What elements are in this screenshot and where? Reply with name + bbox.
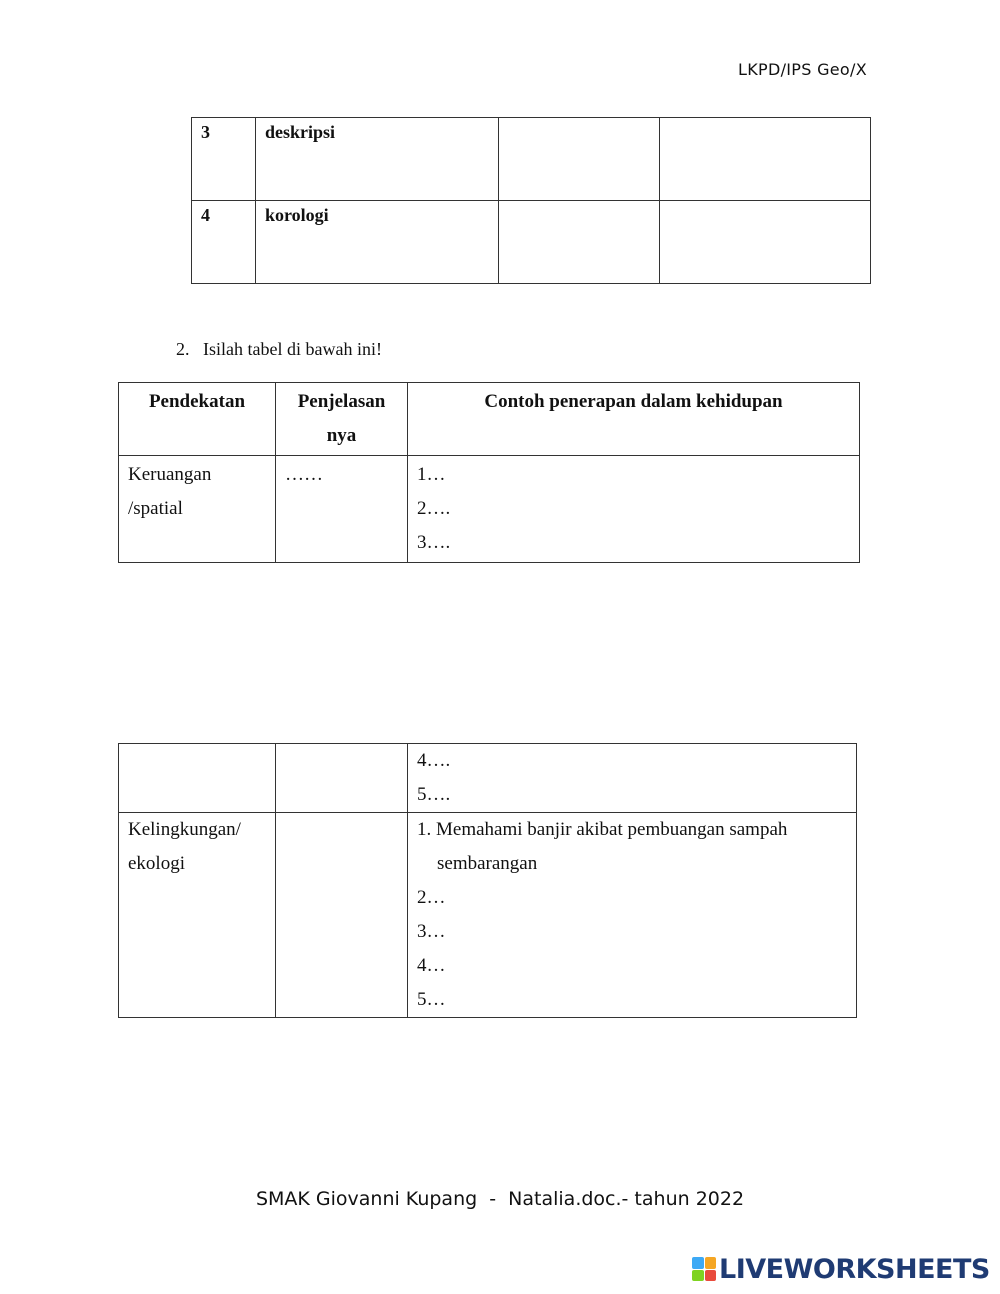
example-cell[interactable]	[408, 813, 857, 1018]
explanation-cell[interactable]: ……	[276, 456, 408, 563]
example-cell[interactable]	[408, 456, 860, 563]
concept-label: deskripsi	[256, 118, 499, 201]
logo-tile	[692, 1270, 704, 1282]
table-row	[119, 744, 857, 813]
table-row	[119, 456, 860, 563]
approach-cell: Kelingkungan/ ekologi	[119, 813, 276, 1018]
explanation-cell[interactable]	[276, 744, 408, 813]
question-text: Isilah tabel di bawah ini!	[203, 339, 382, 359]
document-code: LKPD/IPS Geo/X	[738, 60, 867, 79]
header-example: Contoh penerapan dalam kehidupan	[408, 383, 860, 456]
list-item: 2….	[417, 498, 451, 519]
question-number: 2.	[176, 339, 190, 359]
answer-cell[interactable]	[660, 201, 871, 284]
row-number: 4	[192, 201, 256, 284]
logo-tile	[705, 1270, 717, 1282]
table-header-row	[119, 383, 860, 456]
header-approach: Pendekatan	[119, 383, 276, 456]
approach-cell	[119, 744, 276, 813]
liveworksheets-logo-icon	[692, 1257, 716, 1281]
approach-cell: Keruangan /spatial	[119, 456, 276, 563]
list-item: 5….	[417, 784, 451, 805]
table-approaches-continued	[118, 743, 857, 1018]
logo-tile	[692, 1257, 704, 1269]
list-item: 1…	[417, 464, 446, 485]
list-item: 2…	[417, 887, 446, 908]
list-item: 4….	[417, 750, 451, 771]
header-explanation: Penjelasan nya	[276, 383, 408, 456]
page-footer: SMAK Giovanni Kupang - Natalia.doc.- tahun 2022	[255, 1188, 745, 1210]
list-item: 3….	[417, 532, 451, 553]
table-concepts	[191, 117, 871, 284]
row-number: 3	[192, 118, 256, 201]
list-item-continuation: sembarangan	[437, 853, 538, 874]
list-item: 1. Memahami banjir akibat pembuangan sampah	[417, 819, 788, 840]
explanation-cell[interactable]	[276, 813, 408, 1018]
example-cell[interactable]	[408, 744, 857, 813]
table-row	[119, 813, 857, 1018]
table-approaches	[118, 382, 860, 563]
logo-tile	[705, 1257, 717, 1269]
answer-cell[interactable]	[660, 118, 871, 201]
table-row	[192, 201, 871, 284]
list-item: 4…	[417, 955, 446, 976]
answer-cell[interactable]	[499, 201, 660, 284]
answer-cell[interactable]	[499, 118, 660, 201]
concept-label: korologi	[256, 201, 499, 284]
brand-watermark[interactable]	[692, 1254, 990, 1284]
question-2	[176, 339, 382, 360]
table-row	[192, 118, 871, 201]
list-item: 5…	[417, 989, 446, 1010]
brand-name: LIVEWORKSHEETS	[719, 1253, 990, 1285]
list-item: 3…	[417, 921, 446, 942]
